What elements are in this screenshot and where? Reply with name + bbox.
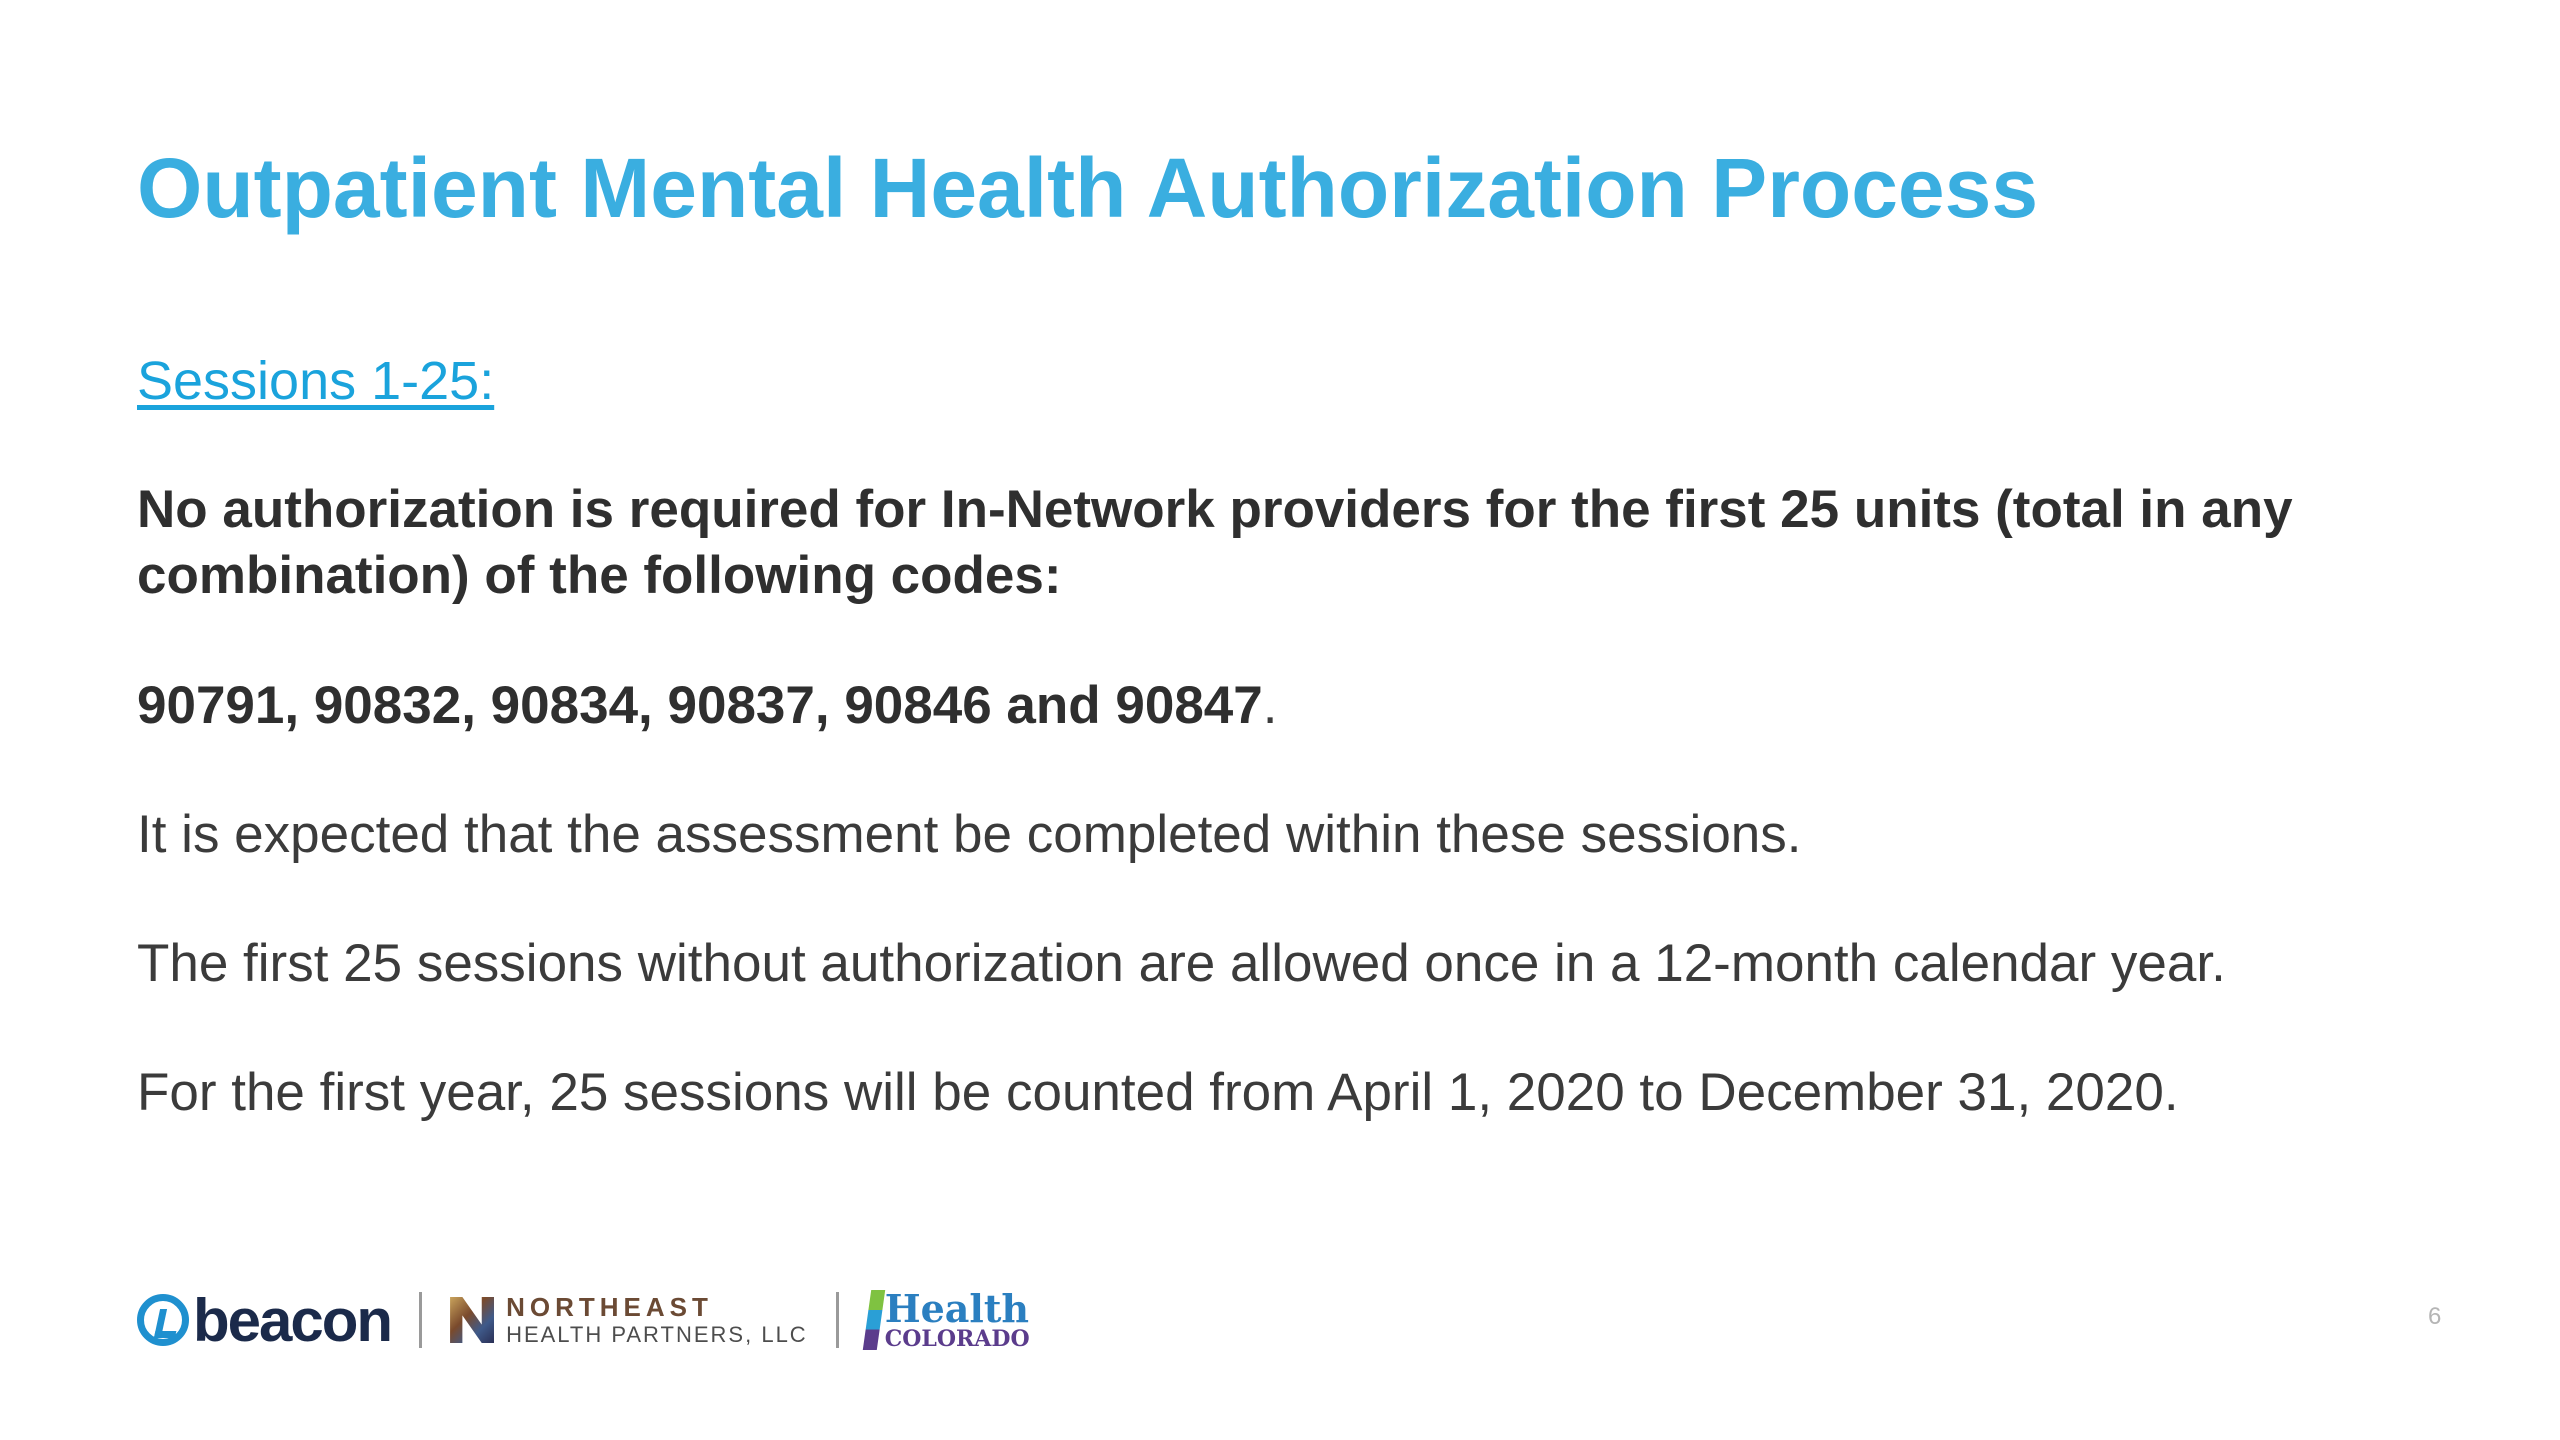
sessions-heading-link[interactable]: Sessions 1-25: <box>137 351 495 411</box>
hc-logo-line-1: Health <box>884 1286 1030 1331</box>
slide-title: Outpatient Mental Health Authorization Process <box>137 141 2039 235</box>
codes-list: 90791, 90832, 90834, 90837, 90846 and 90847 <box>137 676 1263 735</box>
no-authorization-line-1: No authorization is required for In-Network providers for the first 25 units (total in any <box>137 480 2293 539</box>
health-colorado-logo <box>867 1286 1030 1352</box>
nhp-logo-text <box>506 1294 808 1346</box>
codes-paragraph <box>137 673 1278 739</box>
first-year-paragraph: For the first year, 25 sessions will be counted from April 1, 2020 to December 31, 2020. <box>137 1063 2179 1122</box>
logo-divider <box>836 1292 839 1348</box>
beacon-logo-text: beacon <box>193 1286 392 1354</box>
nhp-logo-line-1: NORTHEAST <box>506 1292 713 1322</box>
hc-logo-line-2: COLORADO <box>884 1326 1030 1352</box>
health-colorado-logo-text <box>884 1286 1030 1352</box>
beacon-logo <box>137 1286 391 1355</box>
codes-period: . <box>1262 676 1278 735</box>
assessment-paragraph: It is expected that the assessment be completed within these sessions. <box>137 805 1802 864</box>
no-authorization-line-2: combination) of the following codes: <box>137 546 1062 605</box>
beacon-mark-icon <box>137 1294 189 1346</box>
no-authorization-paragraph <box>137 477 2293 609</box>
page-number: 6 <box>2428 1303 2442 1330</box>
nhp-logo-line-2: HEALTH PARTNERS, LLC <box>506 1322 808 1347</box>
calendar-year-paragraph: The first 25 sessions without authorization are allowed once in a 12-month calendar year. <box>137 934 2226 993</box>
northeast-health-partners-logo <box>450 1294 808 1346</box>
nhp-n-mark-icon <box>450 1297 494 1343</box>
health-colorado-mark-icon <box>862 1290 884 1350</box>
footer-logos <box>137 1280 1030 1360</box>
logo-divider <box>419 1292 422 1348</box>
